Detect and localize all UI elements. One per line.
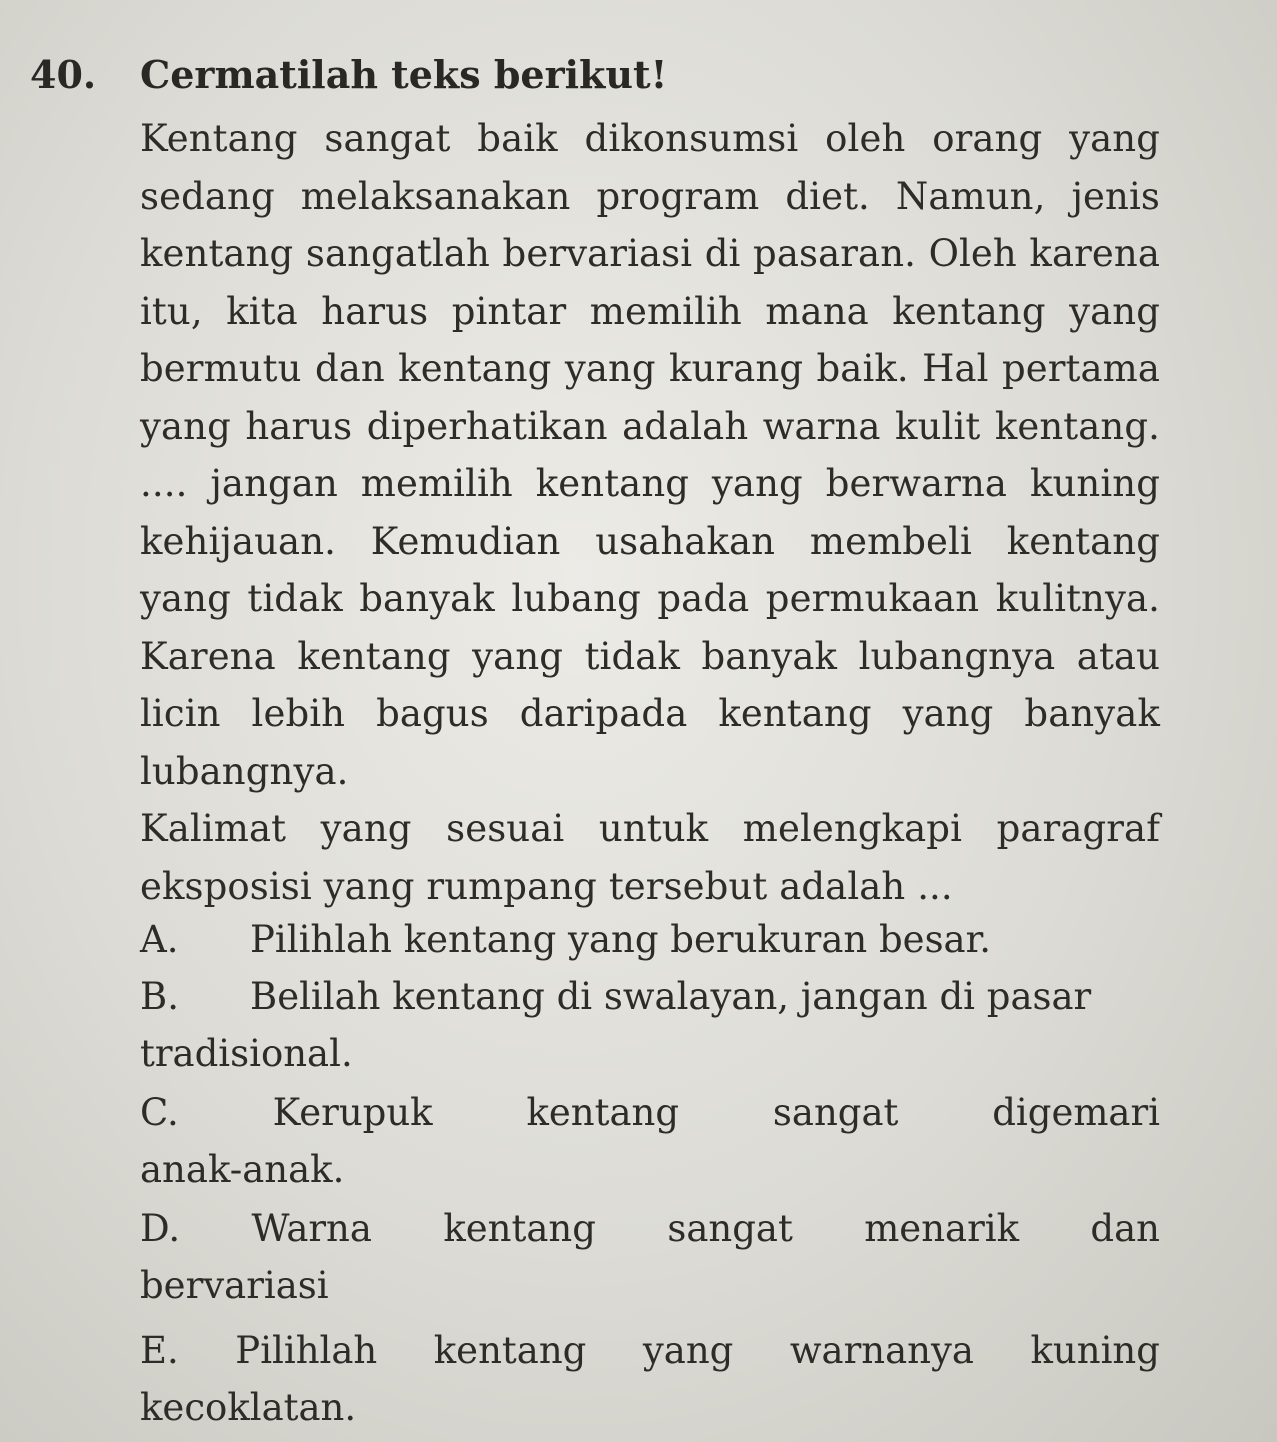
option-c[interactable] bbox=[140, 1084, 1160, 1198]
option-text-continued: kecoklatan. bbox=[140, 1386, 357, 1429]
option-word: kentang bbox=[526, 1091, 680, 1134]
option-word: kentang bbox=[443, 1207, 596, 1250]
option-letter: B. bbox=[140, 975, 179, 1018]
option-a[interactable] bbox=[140, 911, 1160, 968]
option-word: yang bbox=[642, 1329, 734, 1372]
option-word: Pilihlah bbox=[235, 1329, 378, 1372]
option-word: kuning bbox=[1030, 1329, 1160, 1372]
option-d[interactable] bbox=[140, 1200, 1160, 1314]
question-number: 40. bbox=[30, 52, 97, 97]
question-instruction: Cermatilah teks berikut! bbox=[140, 52, 668, 97]
option-letter: C. bbox=[140, 1091, 179, 1134]
passage-paragraph: Kentang sangat baik dikonsumsi oleh orang yang sedang melaksanakan program diet. Namun, jenis kentang sangatlah bervariasi di pasaran. Oleh karena itu, kita harus pintar memilih mana kentang yang bermutu dan kentang yang kurang baik. Hal pertama yang harus diperhatikan adalah warna kulit kentang. .... jangan memilih kentang yang berwarna kuning kehijauan. Kemudian usahakan membeli kentang yang tidak banyak lubang pada permukaan kulitnya. Karena kentang yang tidak banyak lubangnya atau licin lebih bagus daripada kentang yang banyak lubangnya. bbox=[140, 117, 1160, 793]
option-word: sangat bbox=[667, 1207, 793, 1250]
option-b[interactable] bbox=[140, 968, 1160, 1082]
option-letter: E. bbox=[140, 1329, 179, 1372]
question-prompt: Kalimat yang sesuai untuk melengkapi paragraf eksposisi yang rumpang tersebut adalah ... bbox=[140, 807, 1160, 908]
option-text-continued: bervariasi bbox=[140, 1264, 329, 1307]
option-word: Warna bbox=[251, 1207, 372, 1250]
option-text: Belilah kentang di swalayan, jangan di pasar bbox=[250, 975, 1092, 1018]
option-word: digemari bbox=[992, 1091, 1160, 1134]
option-letter: D. bbox=[140, 1207, 181, 1250]
option-word: Kerupuk bbox=[272, 1091, 433, 1134]
option-word: kentang bbox=[433, 1329, 587, 1372]
option-text-continued: tradisional. bbox=[140, 1032, 353, 1075]
option-word: warnanya bbox=[789, 1329, 974, 1372]
option-e[interactable] bbox=[140, 1322, 1160, 1436]
option-word: dan bbox=[1090, 1207, 1160, 1250]
option-text-continued: anak-anak. bbox=[140, 1148, 345, 1191]
option-word: menarik bbox=[864, 1207, 1020, 1250]
option-word: sangat bbox=[772, 1091, 899, 1134]
option-letter: A. bbox=[140, 918, 179, 961]
option-text: Pilihlah kentang yang berukuran besar. bbox=[250, 918, 991, 961]
